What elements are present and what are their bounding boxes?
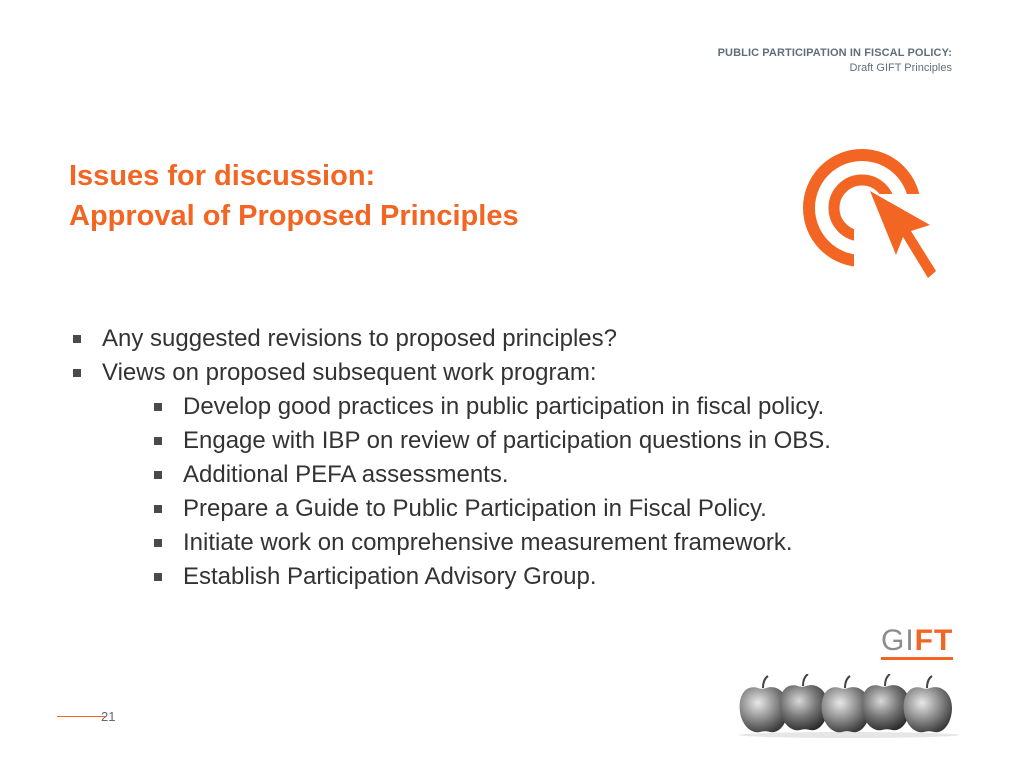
square-bullet-icon	[73, 369, 81, 377]
square-bullet-icon	[73, 335, 81, 343]
bullet-list	[72, 322, 831, 594]
bullet-text: Views on proposed subsequent work program:	[102, 359, 597, 386]
slide-header	[718, 46, 952, 76]
bullet-item	[72, 322, 831, 356]
gift-logo-text	[881, 626, 955, 656]
header-title: PUBLIC PARTICIPATION IN FISCAL POLICY:	[717, 47, 952, 59]
sub-bullet-text: Initiate work on comprehensive measurement framework.	[183, 529, 793, 556]
slide-title	[69, 156, 519, 236]
sub-bullet-text: Establish Participation Advisory Group.	[183, 563, 597, 590]
sub-bullet-item	[102, 424, 831, 458]
sub-bullet-text: Develop good practices in public participation in fiscal policy.	[183, 393, 825, 420]
sub-bullet-item	[102, 458, 831, 492]
sub-bullet-text: Prepare a Guide to Public Participation in Fiscal Policy.	[183, 495, 767, 522]
square-bullet-icon	[154, 505, 162, 513]
apple-4	[862, 674, 910, 730]
footer-divider	[57, 716, 105, 717]
sub-bullet-text: Additional PEFA assessments.	[183, 461, 509, 488]
gift-logo	[881, 626, 955, 662]
sub-bullet-item	[102, 526, 831, 560]
sub-bullet-item	[102, 492, 831, 526]
bullet-text: Any suggested revisions to proposed principles?	[102, 325, 617, 352]
gift-logo-gi: GI	[881, 624, 915, 657]
apples-row-image	[736, 674, 962, 738]
square-bullet-icon	[154, 437, 162, 445]
page-number: 21	[101, 709, 116, 724]
square-bullet-icon	[154, 539, 162, 547]
slide-title-line-2: Approval of Proposed Principles	[69, 200, 519, 232]
sub-bullet-list	[102, 390, 831, 594]
slide-title-line-1: Issues for discussion:	[69, 160, 376, 192]
sub-bullet-item	[102, 560, 831, 594]
apple-5	[904, 676, 952, 732]
sub-bullet-item	[102, 390, 831, 424]
sub-bullet-text: Engage with IBP on review of participation questions in OBS.	[183, 427, 831, 454]
square-bullet-icon	[154, 471, 162, 479]
header-subtitle: Draft GIFT Principles	[849, 62, 952, 74]
gift-logo-ft: FT	[914, 624, 954, 657]
apple-2	[780, 674, 828, 730]
target-cursor-icon	[798, 146, 944, 286]
gift-logo-underline	[881, 657, 953, 660]
square-bullet-icon	[154, 573, 162, 581]
bullet-item	[72, 356, 831, 594]
square-bullet-icon	[154, 403, 162, 411]
